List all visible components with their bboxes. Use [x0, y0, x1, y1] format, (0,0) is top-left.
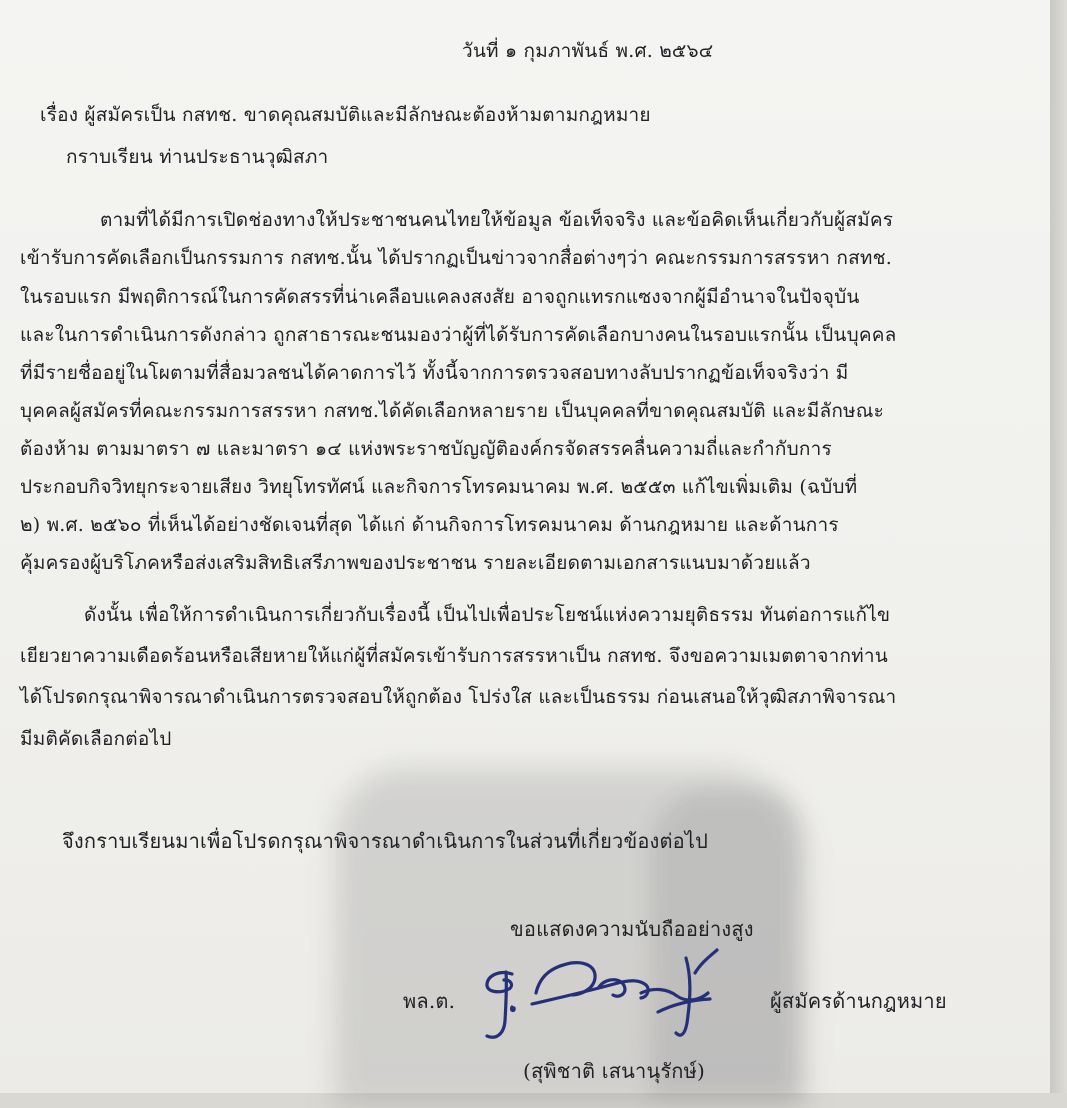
paragraph-1-line: ประกอบกิจวิทยุกระจายเสียง วิทยุโทรทัศน์ และกิจการโทรคมนาคม พ.ศ. ๒๕๕๓ แก้ไขเพิ่มเติม (ฉบับที่	[20, 476, 858, 498]
signature-stroke	[487, 973, 512, 992]
signer-full-name: (สุพิชาติ เสนานุรักษ์)	[523, 1059, 705, 1083]
paragraph-1-line: ตามที่ได้มีการเปิดช่องทางให้ประชาชนคนไทยให้ข้อมูล ข้อเท็จจริง และข้อคิดเห็นเกี่ยวกับผู้สมัคร	[100, 209, 894, 231]
signature-stroke	[487, 972, 506, 1037]
paragraph-1-line: ต้องห้าม ตามมาตรา ๗ และมาตรา ๑๔ แห่งพระราชบัญญัติองค์กรจัดสรรคลื่นความถี่และกำกับการ	[20, 438, 832, 460]
paragraph-2-line: เยียวยาความเดือดร้อนหรือเสียหายให้แก่ผู้ที่สมัครเข้ารับการสรรหาเป็น กสทช. จึงขอความเมตตาจากท่าน	[20, 645, 888, 667]
regards-line: ขอแสดงความนับถืออย่างสูง	[510, 917, 754, 941]
paragraph-1-line: ในรอบแรก มีพฤติการณ์ในการคัดสรรที่น่าเคลือบแคลงสงสัย อาจถูกแทรกแซงจากผู้มีอำนาจในปัจจุบัน	[20, 286, 860, 308]
candidate-position: ผู้สมัครด้านกฎหมาย	[770, 989, 947, 1013]
letter-salutation: กราบเรียน ท่านประธานวุฒิสภา	[66, 146, 329, 168]
paper-edge	[1050, 0, 1067, 1093]
signer-rank: พล.ต.	[403, 989, 456, 1013]
paragraph-1-line: ที่มีรายชื่ออยู่ในโผตามที่สื่อมวลชนได้คาดการไว้ ทั้งนี้จากการตรวจสอบทางลับปรากฏข้อเท็จจริงว่า มี	[20, 362, 849, 384]
paragraph-2-line: มีมติคัดเลือกต่อไป	[20, 728, 172, 750]
handwritten-signature	[470, 940, 740, 1045]
signature-stroke	[512, 1007, 515, 1011]
paragraph-1-line: ๒) พ.ศ. ๒๕๖๐ ที่เห็นได้อย่างชัดเจนที่สุด ได้แก่ ด้านกิจการโทรคมนาคม ด้านกฎหมาย และด้านการ	[20, 514, 839, 536]
signature-stroke	[695, 950, 717, 973]
paragraph-1-line: และในการดำเนินการดังกล่าว ถูกสาธารณะชนมองว่าผู้ที่ได้รับการคัดเลือกบางคนในรอบแรกนั้น เป็นบุคคล	[20, 324, 897, 346]
paragraph-2-line: ดังนั้น เพื่อให้การดำเนินการเกี่ยวกับเรื่องนี้ เป็นไปเพื่อประโยชน์แห่งความยุติธรรม ทันต่อการแก้ไข	[84, 604, 891, 626]
letter-date: วันที่ ๑ กุมภาพันธ์ พ.ศ. ๒๕๖๔	[462, 40, 714, 62]
signature-stroke	[641, 989, 708, 1000]
letter-subject: เรื่อง ผู้สมัครเป็น กสทช. ขาดคุณสมบัติและมีลักษณะต้องห้ามตามกฎหมาย	[40, 104, 651, 126]
paragraph-2-line: ได้โปรดกรุณาพิจารณาดำเนินการตรวจสอบให้ถูกต้อง โปร่งใส และเป็นธรรม ก่อนเสนอให้วุฒิสภาพิจารณา	[20, 686, 897, 708]
signature-stroke	[658, 999, 710, 1012]
signature-stroke	[532, 981, 648, 1004]
closing-statement: จึงกราบเรียนมาเพื่อโปรดกรุณาพิจารณาดำเนินการในส่วนที่เกี่ยวข้องต่อไป	[62, 829, 709, 853]
paragraph-1-line: บุคคลผู้สมัครที่คณะกรรมการสรรหา กสทช.ได้คัดเลือกหลายราย เป็นบุคคลที่ขาดคุณสมบัติ และมีลักษณะ	[20, 400, 884, 422]
paragraph-1-line: เข้ารับการคัดเลือกเป็นกรรมการ กสทช.นั้น ได้ปรากฏเป็นข่าวจากสื่อต่างๆว่า คณะกรรมการสรรหา กสทช.	[20, 247, 892, 269]
paragraph-1-line: คุ้มครองผู้บริโภคหรือส่งเสริมสิทธิเสรีภาพของประชาชน รายละเอียดตามเอกสารแนบมาด้วยแล้ว	[20, 552, 811, 574]
